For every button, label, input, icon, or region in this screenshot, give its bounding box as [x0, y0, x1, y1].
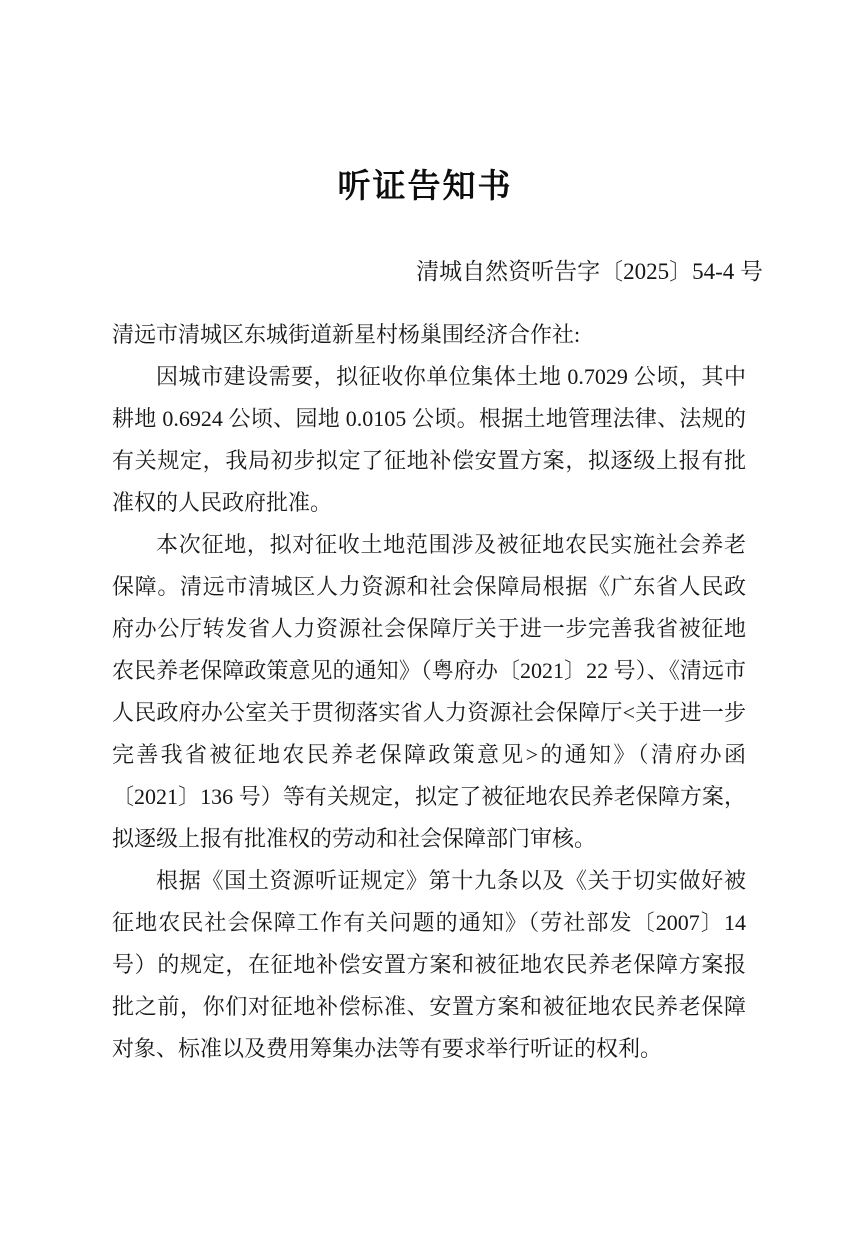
paragraph-hearing-rights: 根据《国土资源听证规定》第十九条以及《关于切实做好被征地农民社会保障工作有关问题的通知》（劳社部发〔2007〕14 号）的规定，在征地补偿安置方案和被征地农民养老保障方案报批之前，你们对征地补偿标准、安置方案和被征地农民养老保障对象、标准以及费用筹集办法等有要求举行听证的权利。: [112, 868, 746, 1061]
document-title: 听证告知书: [337, 166, 513, 205]
addressee-line: 清远市清城区东城街道新星村杨巢围经济合作社:: [112, 322, 581, 347]
document-body: [112, 314, 746, 1070]
document-reference-number: 清城自然资听告字〔2025〕54-4 号: [416, 259, 763, 284]
paragraph-land-acquisition: 因城市建设需要，拟征收你单位集体土地 0.7029 公顷，其中耕地 0.6924 公顷、园地 0.0105 公顷。根据土地管理法律、法规的有关规定，我局初步拟定了征地补偿安置方案，拟逐级上报有批准权的人民政府批准。: [112, 364, 746, 515]
paragraph-social-security-plan: 本次征地，拟对征收土地范围涉及被征地农民实施社会养老保障。清远市清城区人力资源和社会保障局根据《广东省人民政府办公厅转发省人力资源社会保障厅关于进一步完善我省被征地农民养老保障政策意见的通知》（粤府办〔2021〕22 号）、《清远市人民政府办公室关于贯彻落实省人力资源社会保障厅<关于进一步完善我省被征地农民养老保障政策意见>的通知》（清府办函〔2021〕136 号）等有关规定，拟定了被征地农民养老保障方案，拟逐级上报有批准权的劳动和社会保障部门审核。: [112, 532, 746, 851]
